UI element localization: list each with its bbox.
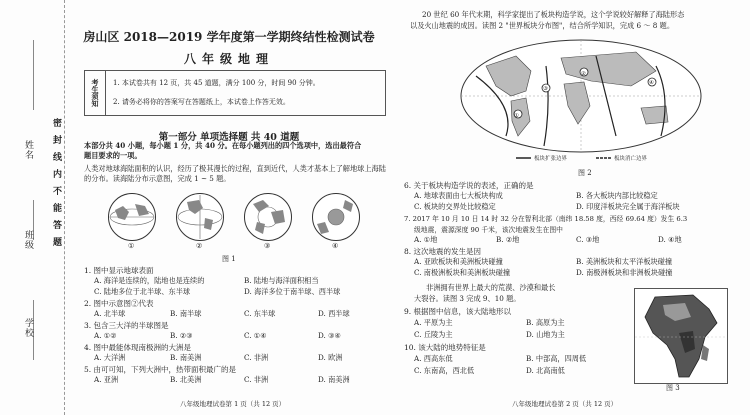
notice-line-1: 1. 本试卷共有 12 页，共 45 道题，满分 100 分，时间 90 分钟。 — [113, 79, 320, 87]
exam-subtitle: 八年级地理 — [183, 52, 274, 66]
question-8-option-a: A. 亚欧板块和美洲板块碰撞 — [414, 257, 503, 266]
question-7-option-b: B. ②地 — [496, 235, 520, 244]
question-4-option-b: B. 南美洲 — [170, 353, 202, 362]
question-5-option-d: D. 南美洲 — [318, 375, 350, 384]
question-6-option-d: D. 印度洋板块完全属于海洋板块 — [576, 202, 680, 211]
question-4-option-d: D. 欧洲 — [318, 353, 343, 362]
name-field-label: 姓名 — [23, 140, 33, 160]
candidate-notice-box — [84, 70, 386, 116]
question-1-stem: 1. 图中显示地球表面 — [84, 266, 154, 275]
binding-line — [33, 40, 34, 110]
question-7-stem-continued: 级地震，震源深度 90 千米，该次地震发生在图中 — [414, 226, 563, 234]
seal-line-text: 密封线内不能答题 — [51, 118, 61, 254]
intro-line-1: 人类对地球海陆面积的认识，经历了极其漫长的过程，直到近代，人类才基本上了解地球上海陆 — [84, 164, 386, 173]
instructions-line-2: 题目要求的一项。 — [84, 151, 142, 160]
map-number-4: ④ — [649, 80, 654, 86]
intro-line-2: 的分布。读海陆分布示意图，完成 1 ~ 5 题。 — [84, 174, 231, 183]
question-6-stem: 6. 关于板块构造学说的表述，正确的是 — [404, 181, 534, 190]
question-1-option-d: D. 海洋多位于南半球、西半球 — [244, 287, 341, 296]
school-field-label: 学校 — [23, 318, 33, 338]
instructions-line-1: 本部分共 40 小题，每小题 1 分，共 40 分。在每小题列出的四个选项中，选出最符合 — [84, 141, 362, 150]
question-1-option-c: C. 陆地多位于北半球、东半球 — [94, 287, 191, 296]
class-field-label: 班级 — [23, 230, 33, 250]
map-number-3: ③ — [543, 86, 548, 92]
section-title: 第一部分 单项选择题 共 40 道题 — [158, 132, 300, 143]
notice-label: 考生须知 — [85, 71, 106, 115]
map-number-1: ① — [514, 113, 519, 119]
globe-label-1: ① — [128, 242, 135, 250]
question-7-option-a: A. ①地 — [414, 235, 438, 244]
question-3-option-c: C. ①④ — [244, 331, 267, 340]
question-5-stem: 5. 由可可知，下列大洲中，热带面积最广的是 — [84, 365, 237, 374]
binding-margin — [0, 0, 65, 415]
map-legend-spreading: 板块扩张边界 — [534, 156, 568, 162]
notice-line-2: 2. 请务必将你的答案写在答题纸上，本试卷上作答无效。 — [113, 98, 290, 106]
map-number-2: ② — [581, 71, 586, 77]
p2-intro2-line-1: 非洲拥有世界上最大的荒漠、沙漠和最长 — [426, 283, 556, 292]
question-5-option-a: A. 亚洲 — [94, 375, 119, 384]
question-4-stem: 4. 图中最能体现南极洲的大洲是 — [84, 343, 192, 352]
exam-title: 房山区 2018—2019 学年度第一学期终结性检测试卷 — [83, 30, 375, 44]
question-5-option-c: C. 非洲 — [244, 375, 269, 384]
map-legend-subduction: 板块消亡边界 — [614, 156, 648, 162]
question-10-stem: 10. 该大陆的地势特征是 — [404, 343, 486, 352]
question-3-option-d: D. ③④ — [318, 331, 341, 340]
question-3-stem: 3. 包含三大洋的半球图是 — [84, 321, 169, 330]
figure-3-caption: 图 3 — [666, 384, 680, 392]
question-6-option-b: B. 各大板块内部比较稳定 — [576, 191, 658, 200]
question-9-option-d: D. 山地为主 — [526, 330, 565, 339]
p2-intro-line-2: 以及火山地震的成因。读图 2 "世界板块分布图"，结合所学知识，完成 6 ～ 8 题。 — [410, 21, 675, 30]
question-6-option-c: C. 板块的交界处比较稳定 — [414, 202, 496, 211]
question-9-option-c: C. 丘陵为主 — [414, 330, 453, 339]
question-1-option-a: A. 海洋是连续的，陆地也是连续的 — [94, 276, 205, 285]
question-10-option-c: C. 东南高，西北低 — [414, 366, 475, 375]
question-10-option-b: B. 中部高，四周低 — [526, 354, 587, 363]
p2-intro-line-1: 20 世纪 60 年代末期，科学家提出了板块构造学说，这个学说较好解释了海陆形态 — [422, 10, 685, 19]
world-plate-map — [456, 36, 706, 164]
question-2-option-c: C. 东半球 — [244, 309, 276, 318]
question-2-option-a: A. 北半球 — [94, 309, 126, 318]
globe-label-3: ③ — [264, 242, 271, 250]
question-5-option-b: B. 北美洲 — [170, 375, 202, 384]
africa-map — [634, 288, 728, 384]
question-7-option-d: D. ④地 — [658, 235, 682, 244]
question-2-stem: 2. 图中示意图②代表 — [84, 299, 154, 308]
hemisphere-globe-2 — [176, 193, 224, 241]
question-9-option-b: B. 高原为主 — [526, 318, 565, 327]
hemisphere-globe-4 — [312, 193, 360, 241]
p2-intro2-line-2: 大裂谷。读图 3 完成 9、10 题。 — [414, 294, 521, 303]
question-7-stem: 7. 2017 年 10 月 10 日 14 时 32 分在智利北部（南纬 18.58 度，西经 69.64 度）发生 6.3 — [404, 215, 688, 223]
globe-label-4: ④ — [332, 242, 339, 250]
globe-label-2: ② — [196, 242, 203, 250]
question-9-option-a: A. 平原为主 — [414, 318, 453, 327]
question-8-option-b: B. 美洲板块和太平洋板块碰撞 — [576, 257, 673, 266]
question-8-option-c: C. 南极洲板块和美洲板块碰撞 — [414, 268, 511, 277]
question-1-option-b: B. 陆地与海洋面积相当 — [244, 276, 319, 285]
question-10-option-d: D. 北高南低 — [526, 366, 565, 375]
page-2 — [396, 0, 734, 415]
question-10-option-a: A. 西高东低 — [414, 354, 453, 363]
hemisphere-globe-3 — [244, 193, 292, 241]
question-2-option-d: D. 西半球 — [318, 309, 350, 318]
question-4-option-a: A. 大洋洲 — [94, 353, 126, 362]
question-6-option-a: A. 地球表面由七大板块构成 — [414, 191, 503, 200]
question-2-option-b: B. 南半球 — [170, 309, 202, 318]
page-1-footer: 八年级地理试卷第 1 页（共 12 页） — [180, 400, 286, 408]
question-8-stem: 8. 这次地震的发生是因 — [404, 247, 482, 256]
figure-2-caption: 图 2 — [578, 169, 592, 177]
question-4-option-c: C. 非洲 — [244, 353, 269, 362]
page-1 — [70, 0, 388, 415]
question-7-option-c: C. ③地 — [576, 235, 600, 244]
question-3-option-b: B. ②③ — [170, 331, 193, 340]
question-9-stem: 9. 根据图中信息，该大陆地形以 — [404, 307, 512, 316]
question-8-option-d: D. 南极洲板块和非洲板块碰撞 — [576, 268, 673, 277]
page-2-footer: 八年级地理试卷第 2 页（共 12 页） — [512, 400, 618, 408]
figure-1-caption: 图 1 — [222, 255, 236, 263]
hemisphere-globe-1 — [108, 193, 156, 241]
question-3-option-a: A. ①② — [94, 331, 117, 340]
